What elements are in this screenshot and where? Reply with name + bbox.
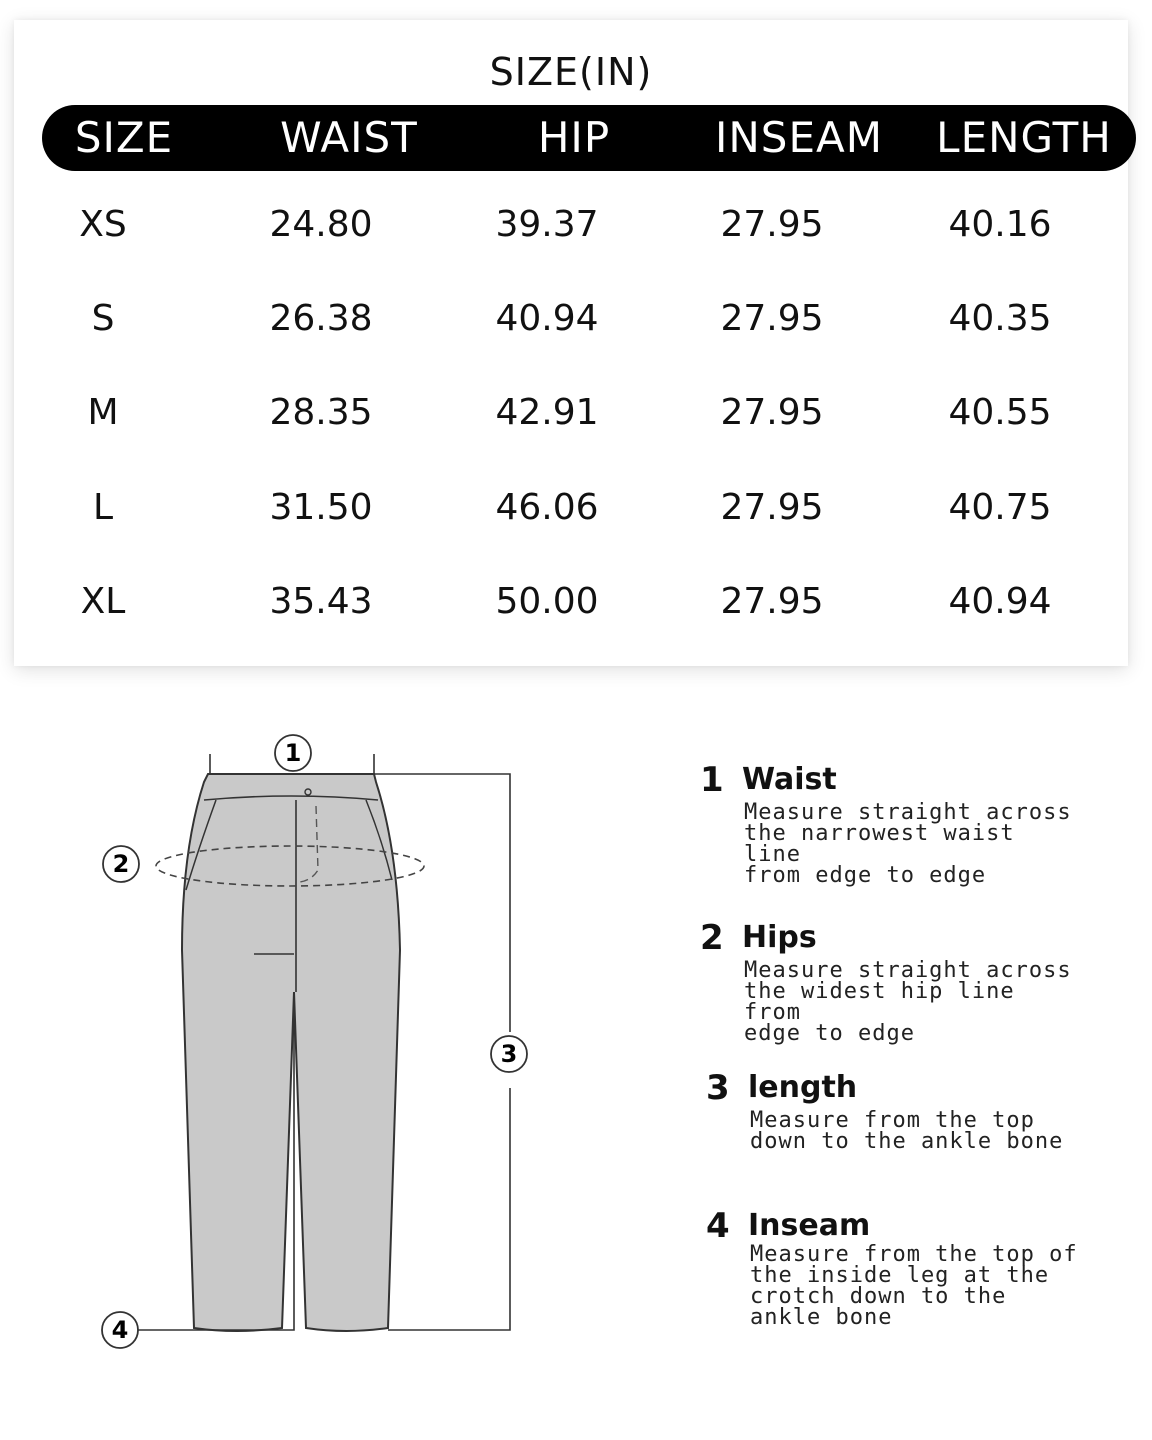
legend-description: [744, 960, 1074, 1044]
cell-length: 40.35: [948, 298, 1052, 339]
header-size: SIZE: [74, 113, 174, 162]
legend-line: ankle bone: [750, 1305, 893, 1330]
pants-shape: [182, 774, 400, 1331]
legend-line: down to the ankle bone: [750, 1129, 1064, 1154]
legend-title: Waist: [742, 762, 837, 797]
cell-size: M: [87, 392, 119, 433]
cell-length: 40.16: [948, 204, 1052, 245]
legend-title: Hips: [742, 920, 817, 955]
legend-description: [744, 802, 1074, 886]
legend-line: edge to edge: [744, 1021, 915, 1046]
legend-number: 4: [706, 1206, 730, 1246]
cell-inseam: 27.95: [720, 487, 824, 528]
legend-line: the widest hip line from: [744, 979, 1015, 1025]
header-inseam: INSEAM: [715, 113, 883, 162]
cell-length: 40.94: [948, 581, 1052, 622]
marker-4-badge: [102, 1312, 138, 1348]
header-waist: WAIST: [280, 113, 418, 162]
cell-waist: 28.35: [269, 392, 373, 433]
cell-hip: 50.00: [495, 581, 599, 622]
legend-number: 1: [700, 760, 724, 800]
cell-hip: 40.94: [495, 298, 599, 339]
cell-waist: 24.80: [269, 204, 373, 245]
cell-size: XL: [80, 581, 126, 622]
cell-waist: 35.43: [269, 581, 373, 622]
size-chart-title: SIZE(IN): [489, 50, 653, 94]
marker-2-label: 2: [112, 850, 130, 878]
table-row: [0, 478, 1152, 538]
legend-line: Measure from the top of: [750, 1242, 1078, 1267]
table-row: [0, 383, 1152, 443]
table-row: [0, 572, 1152, 632]
legend-number: 3: [706, 1068, 730, 1108]
marker-1-badge: [275, 735, 311, 771]
cell-length: 40.55: [948, 392, 1052, 433]
cell-inseam: 27.95: [720, 204, 824, 245]
legend-line: the inside leg at the: [750, 1263, 1050, 1288]
legend-description: [750, 1244, 1080, 1328]
legend-title: Inseam: [748, 1208, 871, 1243]
table-header-bar: [42, 105, 1136, 171]
cell-length: 40.75: [948, 487, 1052, 528]
cell-inseam: 27.95: [720, 298, 824, 339]
cell-hip: 46.06: [495, 487, 599, 528]
legend-line: Measure from the top: [750, 1108, 1035, 1133]
cell-hip: 39.37: [495, 204, 599, 245]
cell-size: S: [91, 298, 115, 339]
table-row: [0, 195, 1152, 255]
legend-line: crotch down to the: [750, 1284, 1007, 1309]
cell-waist: 31.50: [269, 487, 373, 528]
cell-inseam: 27.95: [720, 581, 824, 622]
marker-3-label: 3: [500, 1040, 518, 1068]
cell-hip: 42.91: [495, 392, 599, 433]
pants-measurement-diagram: [0, 730, 560, 1370]
marker-1-label: 1: [284, 739, 302, 767]
header-length: LENGTH: [936, 113, 1112, 162]
marker-3-badge: [491, 1036, 527, 1072]
legend-line: Measure straight across: [744, 958, 1072, 983]
cell-size: XS: [79, 204, 127, 245]
legend-line: the narrowest waist line: [744, 821, 1015, 867]
legend-line: from edge to edge: [744, 863, 987, 888]
legend-line: Measure straight across: [744, 800, 1072, 825]
cell-size: L: [92, 487, 114, 528]
legend-number: 2: [700, 918, 724, 958]
cell-inseam: 27.95: [720, 392, 824, 433]
header-hip: HIP: [537, 113, 611, 162]
table-row: [0, 289, 1152, 349]
marker-2-badge: [103, 846, 139, 882]
legend-description: [750, 1110, 1080, 1152]
cell-waist: 26.38: [269, 298, 373, 339]
marker-4-label: 4: [111, 1316, 129, 1344]
legend-title: length: [748, 1070, 858, 1105]
